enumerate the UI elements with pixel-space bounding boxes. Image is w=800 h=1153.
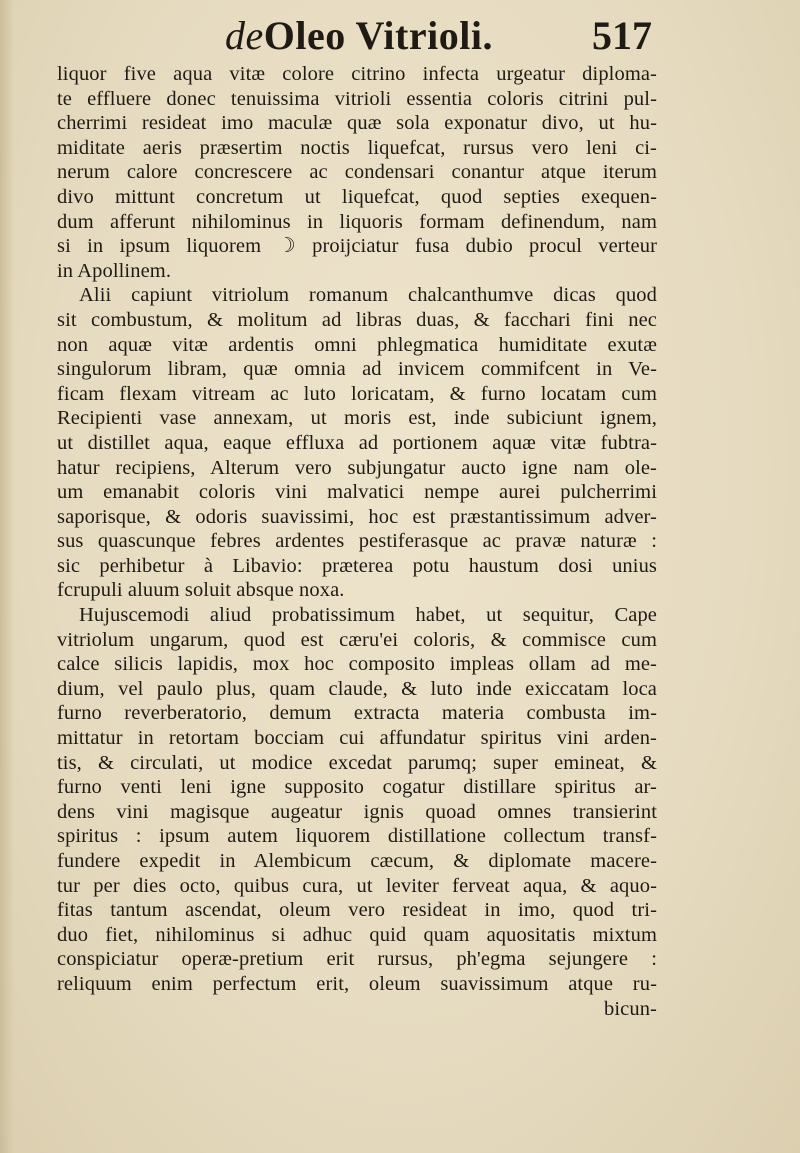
text-line: divo mittunt concretum ut liquefcat, quod septies exequen- [57, 185, 657, 208]
text-line: hatur recipiens, Alterum vero subjungatur aucto igne nam ole- [57, 456, 657, 479]
text-line: tis, & circulati, ut modice excedat parumq; super emineat, & [57, 751, 657, 774]
text-line: te effluere donec tenuissima vitrioli essentia coloris citrini pul- [57, 87, 657, 110]
text-line: sic perhibetur à Libavio: præterea potu haustum dosi unius [57, 554, 657, 577]
text-line: mittatur in retortam bocciam cui affundatur spiritus vini arden- [57, 727, 657, 750]
text-line: miditate aeris præsertim noctis liquefcat, rursus vero leni ci- [57, 136, 657, 159]
text-line: reliquum enim perfectum erit, oleum suavissimum atque ru- [57, 972, 657, 995]
text-line: vitriolum ungarum, quod est cæru'ei coloris, & commisce cum [57, 628, 657, 651]
text-line: liquor five aqua vitæ colore citrino infecta urgeatur diploma- [57, 63, 657, 85]
text-line: fundere expedit in Alembicum cæcum, & diplomate macere- [57, 850, 657, 872]
running-title-main: Oleo Vitrioli. [263, 13, 493, 58]
text-line: si in ipsum liquorem ☽ proijciatur fusa dubio procul verteur [57, 235, 657, 258]
text-line: saporisque, & odoris suavissimi, hoc est præstantissimum adver- [57, 505, 657, 528]
text-line: non aquæ vitæ ardentis omni phlegmatica humiditate exutæ [57, 333, 657, 356]
text-line: ficam flexam vitream ac luto loricatam, & furno locatam cum [57, 382, 657, 405]
text-line: fitas tantum ascendat, oleum vero resideat in imo, quod tri- [57, 899, 657, 922]
text-line: Hujuscemodi aliud probatissimum habet, ut sequitur, Cape [79, 604, 657, 627]
text-line: nerum calore concrescere ac condensari conantur atque iterum [57, 161, 657, 184]
text-line: dens vini magisque augeatur ignis quoad omnes transierint [57, 800, 657, 823]
text-line: furno venti leni igne supposito cogatur distillare spiritus ar- [57, 776, 657, 799]
text-line: singulorum libram, quæ omnia ad invicem commifcent in Ve- [57, 358, 657, 381]
text-line: spiritus : ipsum autem liquorem distillatione collectum transf- [57, 825, 657, 848]
text-line: Alii capiunt vitriolum romanum chalcanthumve dicas quod [79, 284, 657, 307]
page-header [0, 12, 800, 60]
text-line: sus quascunque febres ardentes pestiferasque ac pravæ naturæ : [57, 530, 657, 553]
running-title [225, 12, 493, 60]
text-line: calce silicis lapidis, mox hoc composito impleas ollam ad me- [57, 653, 657, 676]
text-line: tur per dies octo, quibus cura, ut leviter ferveat aqua, & aquo- [57, 874, 657, 897]
page-number: 517 [592, 13, 652, 58]
body-text [57, 62, 657, 1021]
catchword: bicun- [604, 997, 657, 1020]
text-line: dum afferunt nihilominus in liquoris formam definendum, nam [57, 210, 657, 233]
running-title-prefix: de [225, 13, 264, 58]
page-gutter-shadow [0, 0, 14, 1153]
text-line: cherrimi resideat imo maculæ quæ sola exponatur divo, ut hu- [57, 112, 657, 135]
text-line: in Apollinem. [57, 259, 172, 282]
text-line: conspiciatur operæ-pretium erit rursus, ph'egma sejungere : [57, 948, 657, 971]
text-line: duo fiet, nihilominus si adhuc quid quam aquositatis mixtum [57, 923, 657, 946]
text-line: fcrupuli aluum soluit absque noxa. [57, 579, 345, 602]
text-line: furno reverberatorio, demum extracta materia combusta im- [57, 702, 657, 725]
text-line: sit combustum, & molitum ad libras duas, & facchari fini nec [57, 308, 657, 331]
text-line: Recipienti vase annexam, ut moris est, inde subiciunt ignem, [57, 407, 657, 430]
text-line: dium, vel paulo plus, quam claude, & luto inde exiccatam loca [57, 677, 657, 700]
text-line: ut distillet aqua, eaque effluxa ad portionem aquæ vitæ fubtra- [57, 431, 657, 454]
text-line: um emanabit coloris vini malvatici nempe aurei pulcherrimi [57, 481, 657, 504]
